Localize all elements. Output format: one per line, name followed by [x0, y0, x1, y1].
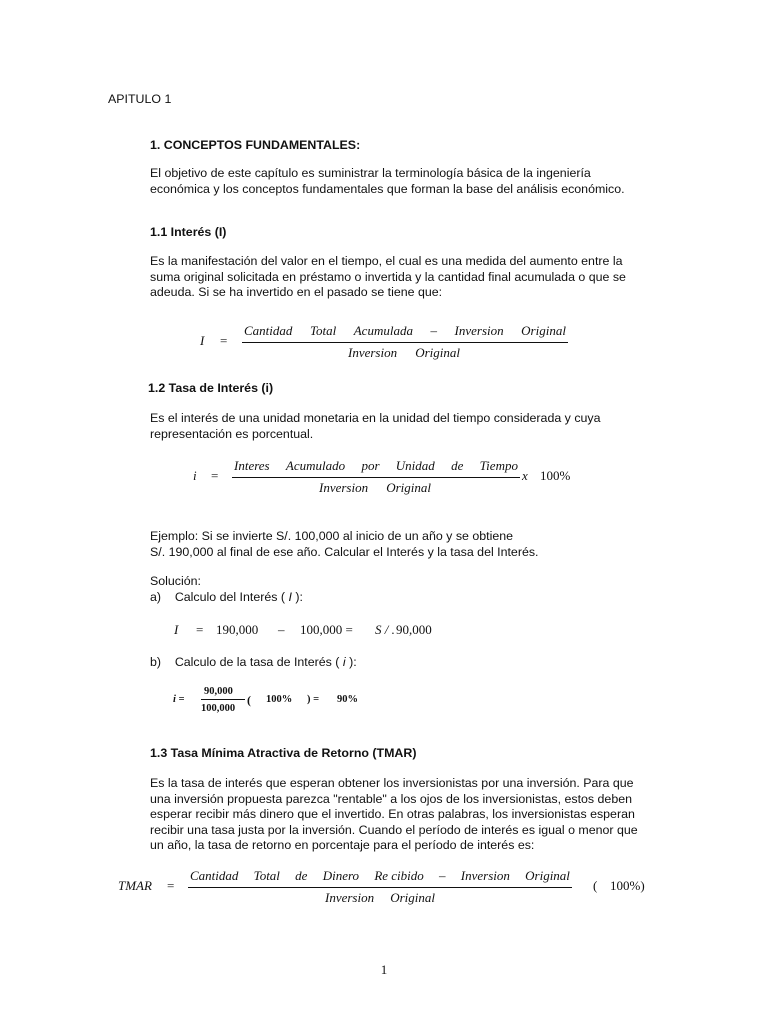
- formula-term: Original: [390, 890, 435, 905]
- formula-equals: =: [211, 468, 219, 483]
- formula-paren: (: [593, 878, 598, 893]
- formula-minus: –: [278, 622, 285, 637]
- paragraph-line: representación es porcentual.: [150, 426, 314, 441]
- formula-term: por: [361, 458, 380, 473]
- page-number: 1: [380, 962, 388, 977]
- paragraph-line: económica y los conceptos fundamentales que forman la base del análisis económico.: [150, 181, 625, 196]
- formula-term: Total: [253, 868, 280, 883]
- formula-numerator: [244, 323, 566, 339]
- formula-denominator: [325, 890, 435, 906]
- fraction-bar: [201, 699, 245, 700]
- formula-term: S / .: [375, 622, 395, 637]
- paragraph-line: un año, la tasa de retorno en porcentaje para el período de interés es:: [150, 838, 535, 853]
- formula-term: Total: [309, 323, 337, 338]
- fraction-bar: [232, 477, 520, 478]
- formula-term: Original: [521, 323, 566, 338]
- formula-minus: –: [430, 323, 437, 338]
- step-b: [150, 655, 357, 671]
- formula-term: Acumulada: [353, 323, 413, 338]
- paragraph-line: El objetivo de este capítulo es suministrar la terminología básica de la ingeniería: [150, 166, 591, 180]
- formula-lhs: i =: [173, 694, 185, 705]
- formula-minus: –: [439, 868, 446, 883]
- formula-term: Original: [415, 345, 460, 360]
- formula-denominator: 100,000: [201, 703, 236, 714]
- step-a-var: I: [288, 590, 292, 604]
- formula-lhs: i: [193, 468, 197, 483]
- step-b-var: i: [342, 655, 346, 669]
- formula-term: Inversion: [325, 890, 375, 905]
- formula-times: x: [522, 468, 528, 483]
- formula-lhs: TMAR: [118, 878, 152, 893]
- formula-numerator: [190, 868, 570, 884]
- formula-percent: 100%: [540, 468, 571, 483]
- section13-paragraph: [150, 776, 660, 854]
- formula-term: Acumulado: [285, 458, 346, 473]
- step-a-close: ):: [295, 590, 303, 604]
- section12-paragraph: [150, 411, 660, 442]
- paragraph-line: suma original solicitada en préstamo o invertida y la cantidad final acumulada o que se: [150, 269, 626, 284]
- paragraph-line: Es el interés de una unidad monetaria en la unidad del tiempo considerada y cuya: [150, 411, 601, 425]
- section-heading-1-1: 1.1 Interés (I): [150, 225, 227, 239]
- paragraph-line: una inversión propuesta parezca "rentable" a los ojos de los inversionistas, estos deben: [150, 791, 632, 806]
- solution-label: Solución:: [150, 574, 201, 588]
- formula-result: 90%: [337, 694, 358, 705]
- step-b-label: b): [150, 655, 162, 669]
- formula-term: Cantidad: [244, 323, 293, 338]
- formula-term: ) =: [307, 694, 320, 705]
- formula-term: Unidad: [395, 458, 435, 473]
- formula-denominator: [348, 345, 460, 361]
- formula-term: 100,000 =: [300, 622, 353, 637]
- formula-term: Original: [525, 868, 570, 883]
- section-heading-1: 1. CONCEPTOS FUNDAMENTALES:: [150, 138, 361, 152]
- example-line: S/. 190,000 al final de ese año. Calcular el Interés y la tasa del Interés.: [150, 544, 539, 559]
- step-b-text: Calculo de la tasa de Interés (: [174, 655, 340, 669]
- paragraph-line: esperar recibir más dinero que el invertido. En otras palabras, los inversionistas esperan: [150, 807, 635, 822]
- example-line: Ejemplo: Si se invierte S/. 100,000 al inicio de un año y se obtiene: [150, 529, 513, 543]
- section11-paragraph: [150, 254, 660, 301]
- formula-term: 190,000: [216, 622, 259, 637]
- formula-term: Original: [386, 480, 431, 495]
- formula-numerator: [234, 458, 518, 474]
- example-text: [150, 529, 538, 560]
- formula-term: Tiempo: [479, 458, 518, 473]
- formula-term: de: [295, 868, 308, 883]
- formula-term: Inversion: [348, 345, 398, 360]
- formula-equals: =: [220, 333, 228, 348]
- formula-lhs: I: [200, 333, 205, 348]
- formula-term: 90,000: [396, 622, 432, 637]
- formula-term: 100%: [266, 694, 293, 705]
- section-heading-1-3: 1.3 Tasa Mínima Atractiva de Retorno (TMAR): [150, 746, 417, 760]
- formula-term: Re cibido: [374, 868, 424, 883]
- fraction-bar: [188, 887, 572, 888]
- formula-term: I: [174, 622, 179, 637]
- step-a-label: a): [150, 590, 162, 604]
- fraction-bar: [242, 342, 568, 343]
- step-a-text: Calculo del Interés (: [174, 590, 286, 604]
- formula-equals: =: [196, 622, 204, 637]
- formula-numerator: 90,000: [204, 686, 233, 697]
- formula-paren: (: [247, 693, 251, 707]
- formula-term: Interes: [234, 458, 270, 473]
- formula-equals: =: [167, 878, 175, 893]
- step-a: [150, 590, 303, 606]
- section1-paragraph: [150, 166, 660, 197]
- paragraph-line: adeuda. Si se ha invertido en el pasado se tiene que:: [150, 285, 443, 300]
- paragraph-line: Es la manifestación del valor en el tiempo, el cual es una medida del aumento entre la: [150, 254, 623, 268]
- chapter-label: APITULO 1: [108, 92, 172, 106]
- step-b-close: ):: [349, 655, 357, 669]
- formula-term: Inversion: [319, 480, 369, 495]
- formula-term: Inversion: [460, 868, 510, 883]
- formula-percent: 100%): [610, 878, 645, 893]
- formula-term: Dinero: [322, 868, 360, 883]
- formula-denominator: [319, 480, 431, 496]
- paragraph-line: Es la tasa de interés que esperan obtener los inversionistas por una inversión. Para que: [150, 776, 634, 790]
- paragraph-line: recibir una tasa justa por la inversión. Cuando el período de interés es igual o menor que: [150, 822, 638, 837]
- formula-term: de: [451, 458, 464, 473]
- formula-term: Inversion: [454, 323, 504, 338]
- section-heading-1-2: 1.2 Tasa de Interés (i): [148, 381, 274, 395]
- formula-term: Cantidad: [190, 868, 239, 883]
